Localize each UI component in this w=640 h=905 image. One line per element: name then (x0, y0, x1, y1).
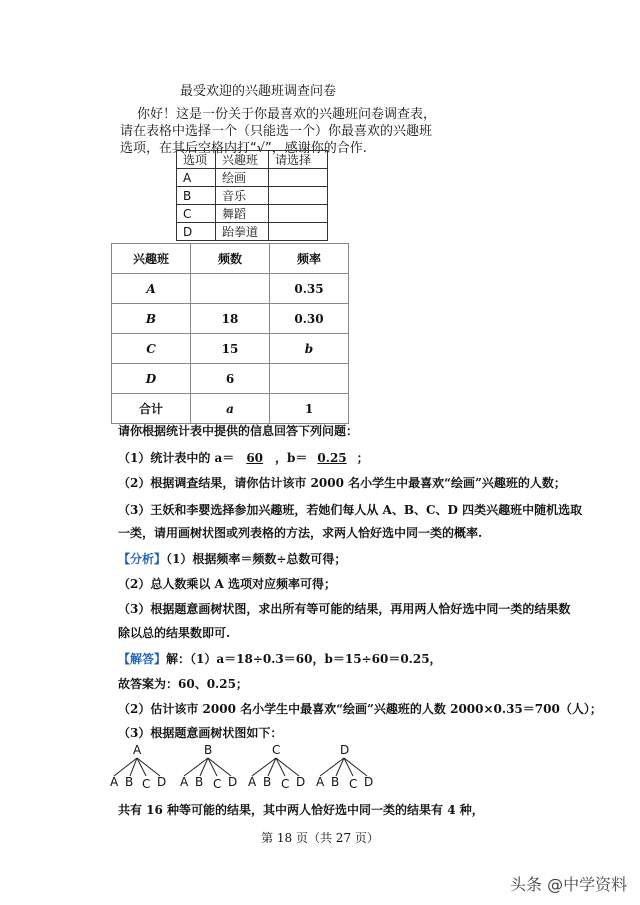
tree-leaf: A (248, 775, 257, 789)
survey-pick-cell (269, 223, 328, 241)
freq-count: 15 (191, 334, 270, 364)
analysis-line-1 (118, 550, 346, 567)
freq-label: C (112, 334, 191, 364)
freq-label: A (112, 274, 191, 304)
survey-table-row (177, 223, 328, 241)
frequency-table (111, 243, 349, 424)
tree-leaf: A (110, 775, 119, 789)
solution-line-2: 故答案为：60、0.25； (118, 677, 248, 691)
tree-root: B (204, 743, 213, 757)
survey-option: C (177, 205, 216, 223)
survey-line-3: 选项，在其后空格内打“√”，感谢你的合作. (120, 141, 367, 156)
frequency-table-row (112, 304, 349, 334)
page-footer: 第 18 页（共 27 页） (261, 831, 379, 845)
survey-class-name: 绘画 (216, 169, 269, 187)
freq-label: B (112, 304, 191, 334)
answer-b: 0.25 (317, 451, 347, 465)
analysis-text-1: （1）根据频率＝频数÷总数可得； (166, 552, 347, 566)
freq-label: 合计 (112, 394, 191, 424)
frequency-table-row (112, 334, 349, 364)
tree-diagram-d (314, 743, 374, 793)
tree-leaf: C (213, 777, 222, 791)
tree-diagram-c (246, 743, 306, 793)
survey-pick-cell (269, 205, 328, 223)
question-1-end: ； (356, 451, 369, 465)
freq-count: 18 (191, 304, 270, 334)
tree-root: C (272, 743, 281, 757)
answer-a: 60 (246, 451, 264, 465)
freq-label: D (112, 364, 191, 394)
survey-table-row (177, 187, 328, 205)
analysis-tag: 【分析】 (118, 552, 167, 566)
tree-leaf: C (349, 777, 358, 791)
tree-leaf: B (331, 775, 340, 789)
freq-header-cell: 频数 (191, 244, 270, 274)
frequency-table-row (112, 394, 349, 424)
freq-rate: 0.30 (270, 304, 349, 334)
solution-line-1 (118, 650, 442, 667)
survey-class-name: 跆拳道 (216, 223, 269, 241)
survey-table-row (177, 205, 328, 223)
freq-rate: 0.35 (270, 274, 349, 304)
solution-line-4: （3）根据题意画树状图如下： (118, 726, 283, 740)
survey-header-cell: 请选择 (269, 151, 328, 169)
tree-leaf: B (195, 775, 204, 789)
question-3-line-2: 一类，请用画树状图或列表格的方法，求两人恰好选中同一类的概率. (118, 526, 483, 540)
question-1 (118, 449, 369, 466)
freq-count: a (191, 394, 270, 424)
tree-root: A (133, 743, 142, 757)
tree-leaf: C (281, 777, 290, 791)
tree-root: D (340, 743, 350, 757)
question-1-mid: ，b＝ (275, 451, 308, 465)
survey-header-cell: 选项 (177, 151, 216, 169)
survey-table-header (177, 151, 328, 169)
survey-line-2: 请在表格中选择一个（只能选一个）你最喜欢的兴趣班 (120, 124, 433, 139)
analysis-line-2: （2）总人数乘以 A 选项对应频率可得； (118, 577, 337, 591)
tree-leaf: C (142, 777, 151, 791)
analysis-line-4: 除以总的结果数即可. (118, 626, 231, 640)
tree-leaf: D (157, 775, 167, 789)
tree-leaf: B (263, 775, 272, 789)
question-3-line-1: （3）王妖和李婴选择参加兴趣班，若她们每人从 A、B、C、D 四类兴趣班中随机选取 (118, 503, 583, 517)
freq-header-cell: 频率 (270, 244, 349, 274)
survey-line-1: 你好！这是一份关于你最喜欢的兴趣班问卷调查表， (137, 107, 437, 122)
tree-diagram-b (178, 743, 238, 793)
solution-line-5: 共有 16 种等可能的结果，其中两人恰好选中同一类的结果有 4 种， (118, 803, 484, 817)
solution-text-1: 解：（1）a＝18÷0.3＝60，b＝15÷60＝0.25， (166, 652, 442, 666)
watermark: 头条 @中学资料 (510, 875, 628, 894)
freq-count (191, 274, 270, 304)
question-intro: 请你根据统计表中提供的信息回答下列问题： (118, 424, 359, 438)
solution-line-3: （2）估计该市 2000 名小学生中最喜欢“绘画”兴趣班的人数 2000×0.35＝700（人）； (118, 702, 602, 716)
question-1-prefix: （1）统计表中的 a＝ (118, 451, 235, 465)
freq-header-cell: 兴趣班 (112, 244, 191, 274)
tree-leaf: D (364, 775, 374, 789)
frequency-table-row (112, 274, 349, 304)
question-2: （2）根据调查结果，请你估计该市 2000 名小学生中最喜欢“绘画”兴趣班的人数； (118, 476, 566, 490)
survey-option: A (177, 169, 216, 187)
survey-table-row (177, 169, 328, 187)
survey-option: B (177, 187, 216, 205)
survey-header-cell: 兴趣班 (216, 151, 269, 169)
tree-leaf: D (228, 775, 238, 789)
survey-pick-cell (269, 187, 328, 205)
survey-table (176, 150, 328, 241)
freq-rate (270, 364, 349, 394)
solution-tag: 【解答】 (118, 652, 167, 666)
freq-rate: b (270, 334, 349, 364)
frequency-table-header (112, 244, 349, 274)
analysis-line-3: （3）根据题意画树状图，求出所有等可能的结果，再用两人恰好选中同一类的结果数 (118, 602, 571, 616)
survey-class-name: 音乐 (216, 187, 269, 205)
tree-leaf: D (296, 775, 306, 789)
tree-leaf: A (316, 775, 325, 789)
tree-leaf: A (180, 775, 189, 789)
freq-count: 6 (191, 364, 270, 394)
survey-pick-cell (269, 169, 328, 187)
frequency-table-row (112, 364, 349, 394)
survey-class-name: 舞蹈 (216, 205, 269, 223)
freq-rate: 1 (270, 394, 349, 424)
survey-option: D (177, 223, 216, 241)
survey-title: 最受欢迎的兴趣班调查问卷 (180, 84, 337, 99)
tree-leaf: B (125, 775, 134, 789)
tree-diagram-a (108, 743, 168, 793)
